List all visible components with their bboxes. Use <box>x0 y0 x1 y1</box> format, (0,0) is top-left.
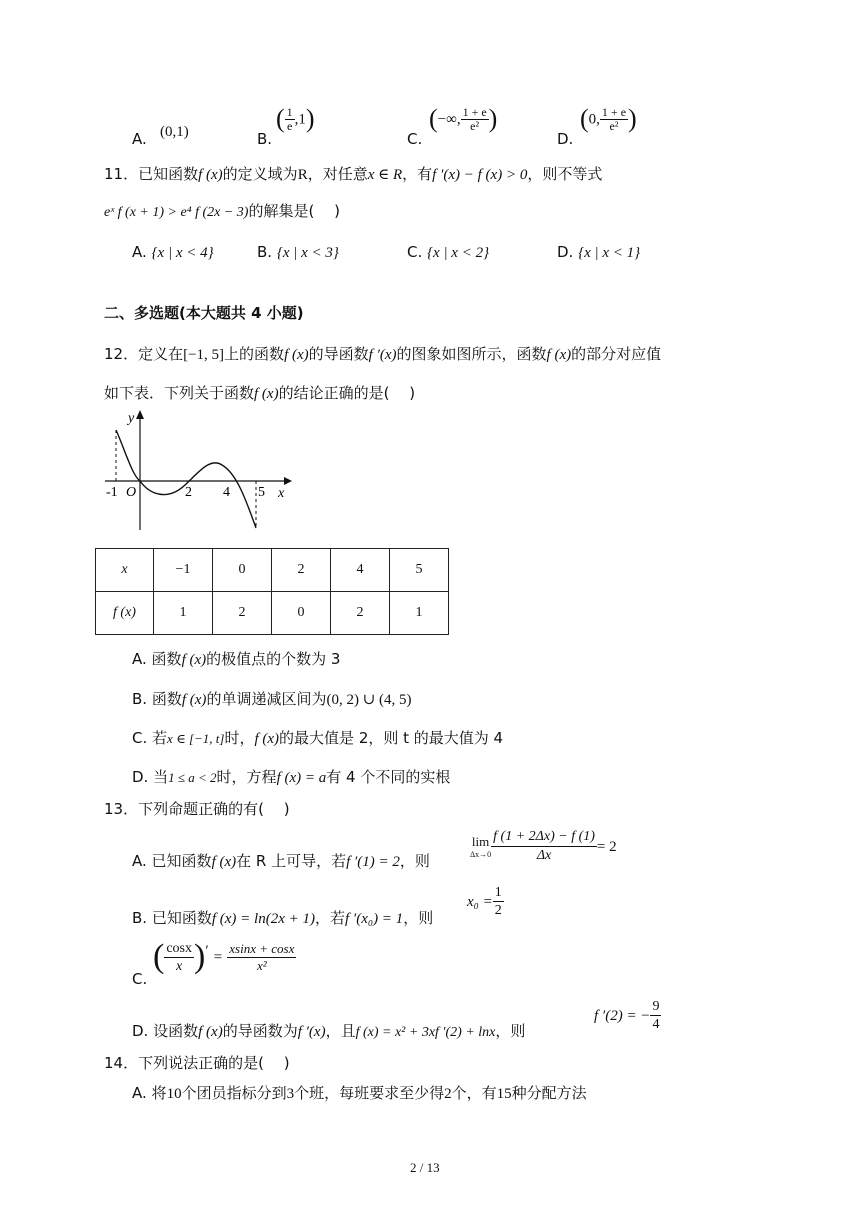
q12-line2: 如下表．下列关于函数f (x)的结论正确的是( ) <box>104 384 416 402</box>
x-axis-arrow <box>284 477 292 485</box>
table-cell: −1 <box>154 549 213 592</box>
option-c-label: C. <box>407 130 423 148</box>
q11-line2: eˣ f (x + 1) > e⁴ f (2x − 3)的解集是( ) <box>104 202 340 220</box>
q13-a-limit: lim Δx→0 $\frac{f (1 + 2\Delta x) - f (1)}{\Delta x}$ = 2 <box>470 829 617 863</box>
q14-stem: 14．下列说法正确的是( ) <box>104 1054 290 1072</box>
q12-option-d: D. 当1 ≤ a < 2时，方程f (x) = a有 4 个不同的实根 <box>132 768 451 786</box>
q13-option-b: B. 已知函数f (x) = ln(2x + 1)，若f ′(x₀) = 1，则 <box>132 909 434 927</box>
q11-option-c: C. {x | x < 2} <box>407 243 490 261</box>
tick-4: 4 <box>223 485 230 500</box>
option-a-math: (0,1) <box>160 124 189 140</box>
option-b-label: B. <box>257 130 273 148</box>
y-label: y <box>128 411 135 426</box>
option-d-math: (0, $\frac{1 + e}{\text{e²}}$ ) <box>580 104 637 133</box>
q13-d-result: f ′(2) = − $\frac{9}{4}$ <box>594 999 660 1032</box>
q13-c-formula: ( $\frac{\cos x}{x}$ )′ = $\frac{xsinx + \cos x}{\text{x²}}$ <box>153 938 295 975</box>
q11-option-b: B. {x | x < 3} <box>257 243 339 261</box>
table-cell: 1 <box>390 592 449 635</box>
q13-option-a: A. 已知函数f (x)在 R 上可导，若f ′(1) = 2，则 <box>132 852 430 870</box>
q13-b-result: x₀ = $\frac{1}{2}$ <box>467 885 502 918</box>
q13-c-label: C. <box>132 970 148 988</box>
derivative-graph <box>100 405 295 535</box>
origin-label: O <box>126 485 137 500</box>
page-number: 2 / 13 <box>410 1160 440 1175</box>
table-cell: f (x) <box>96 592 154 635</box>
q11-line1: 11．已知函数f (x)的定义域为R，对任意x ∈ R，有f ′(x) − f (x) > 0，则不等式 <box>104 165 603 183</box>
tick-2: 2 <box>185 485 192 500</box>
option-b-math: ( $\frac{1}{e}$ ,1) <box>276 104 315 133</box>
table-cell: 4 <box>331 549 390 592</box>
table-cell: 2 <box>331 592 390 635</box>
table-cell: 2 <box>213 592 272 635</box>
q13-stem: 13．下列命题正确的有( ) <box>104 800 290 818</box>
q12-line1: 12．定义在[−1, 5]上的函数f (x)的导函数f ′(x)的图象如图所示，函数f (x)的部分对应值 <box>104 345 662 363</box>
table-cell: 5 <box>390 549 449 592</box>
q12-option-c: C. 若x ∈ [−1, t]时，f (x)的最大值是 2，则 t 的最大值为 4 <box>132 729 504 747</box>
table-cell: x <box>96 549 154 592</box>
table-cell: 0 <box>272 592 331 635</box>
x-label: x <box>278 486 285 501</box>
table-cell: 2 <box>272 549 331 592</box>
q14-option-a: A. 将10个团员指标分到3个班，每班要求至少得2个，有15种分配方法 <box>132 1084 587 1102</box>
option-d-label: D. <box>557 130 574 148</box>
q11-option-a: A. {x | x < 4} <box>132 243 214 261</box>
q13-option-d: D. 设函数f (x)的导函数为f ′(x)，且f (x) = x² + 3xf ′(2) + lnx，则 <box>132 1022 526 1040</box>
derivative-curve <box>116 430 256 528</box>
option-a-label: A. <box>132 130 147 148</box>
option-c-math: (−∞, $\frac{1 + e}{\text{e²}}$ ) <box>429 104 498 133</box>
q11-option-d: D. {x | x < 1} <box>557 243 641 261</box>
q12-option-a: A. 函数f (x)的极值点的个数为 3 <box>132 650 341 668</box>
table-cell: 1 <box>154 592 213 635</box>
value-table <box>95 548 449 635</box>
y-axis-arrow <box>136 410 144 419</box>
table-row <box>96 592 449 635</box>
section-title: 二、多选题(本大题共 4 小题) <box>104 304 304 322</box>
tick-5: 5 <box>258 485 265 500</box>
table-row <box>96 549 449 592</box>
q12-option-b: B. 函数f (x)的单调递减区间为(0, 2) ∪ (4, 5) <box>132 690 412 708</box>
table-cell: 0 <box>213 549 272 592</box>
tick-minus1: -1 <box>106 485 118 500</box>
